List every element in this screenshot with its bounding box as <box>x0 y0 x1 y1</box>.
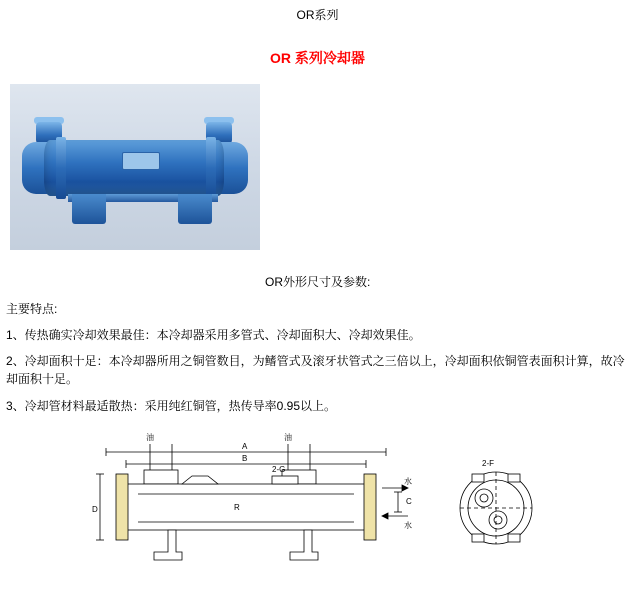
drawing-label-2f: 2-F <box>482 459 494 468</box>
product-photo <box>10 84 260 250</box>
features-heading: 主要特点: <box>6 302 58 316</box>
cooler-foot-right <box>178 194 212 224</box>
drawing-label-b: B <box>242 454 248 463</box>
drawing-label-r: R <box>234 503 240 512</box>
page-main-title: OR 系列冷却器 <box>270 50 365 66</box>
feature-item-3: 3、冷却管材料最适散热：采用纯红铜管，热传导率0.95以上。 <box>6 399 337 413</box>
drawing-label-oil-left: 油 <box>146 433 154 442</box>
drawing-label-water-out: 水 <box>404 521 412 530</box>
cooler-flange-right <box>206 137 216 199</box>
page-top-title: OR系列 <box>296 8 339 22</box>
cooler-flange-left <box>56 137 66 199</box>
drawing-label-c: C <box>406 497 412 506</box>
technical-drawing <box>86 426 556 566</box>
cooler-nameplate <box>122 152 160 170</box>
feature-item-2: 2、冷却面积十足：本冷却器所用之铜管数目，为鳍管式及滚牙状管式之三倍以上，冷却面积依铜管表面积计算，故冷却面积十足。 <box>6 354 625 386</box>
drawing-label-a: A <box>242 442 248 451</box>
drawing-label-water-in: 水 <box>404 477 412 486</box>
cooler-foot-left <box>72 194 106 224</box>
feature-item-1: 1、传热确实冷却效果最佳：本冷却器采用多管式、冷却面积大、冷却效果佳。 <box>6 328 421 342</box>
drawing-label-d: D <box>92 505 98 514</box>
drawing-label-2g: 2-G <box>272 465 286 474</box>
drawing-label-oil-right: 油 <box>284 433 292 442</box>
dimension-caption: OR外形尺寸及参数: <box>265 275 371 289</box>
